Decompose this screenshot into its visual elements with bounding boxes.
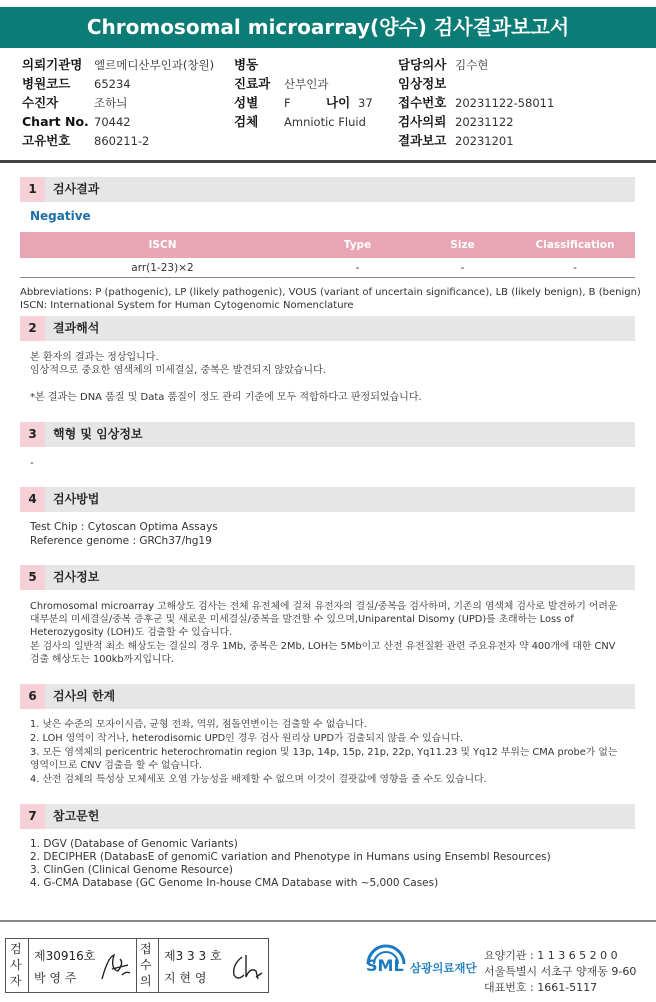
info-label: 병원코드 [22,76,71,91]
reference-line: 3. ClinGen (Clinical Genome Resource) [30,864,234,876]
column-header: Classification [535,239,615,251]
section-header-karyotype [20,422,635,447]
test-info-line: Chromosomal microarray 고해상도 검사는 전체 유전체에 걸쳐 유전자의 결실/중복을 검사하며, 기존의 염색체 검사로 발견하기 어려운 [30,601,618,612]
section-title: 결과해석 [53,321,100,335]
table-cell: - [573,262,577,274]
section-title: 검사의 한계 [53,689,116,703]
table-row [20,258,635,278]
section-number: 6 [20,684,45,709]
reviewer-number: 제3 3 3 호 [164,949,222,963]
column-header: Size [450,239,475,251]
info-value: 조하늬 [94,96,128,110]
section-number: 3 [20,422,45,447]
test-info-line: 대부분의 미세결실/중복 증후군 및 새로운 미세결실/중복을 발견할 수 있으며,Uniparental Disomy (UPD)를 초래하는 Loss of [30,614,574,625]
section-header-test-info [20,565,635,590]
reference-line: 2. DECIPHER (DatabasE of genomiC variation and Phenotype in Humans using Ensembl Resources) [30,851,551,863]
examiner-number: 제30916호 [34,949,96,963]
info-label: 결과보고 [398,133,447,148]
karyotype-text: - [30,457,34,469]
organization-info [484,948,636,996]
org-code: 요양기관 : 1 1 3 6 5 2 0 0 [484,949,618,962]
section-header-limitations [20,684,635,709]
reference-line: 1. DGV (Database of Genomic Variants) [30,838,238,850]
divider [136,939,137,992]
info-label: 검사의뢰 [398,114,447,129]
section-header-result [20,177,635,202]
limitation-line: 2. LOH 영역이 작거나, heterodisomic UPD인 경우 검사 원리상 UPD가 검출되지 않을 수 있습니다. [30,733,464,744]
info-label: 임상정보 [398,76,447,91]
organization-name: 삼광의료재단 [410,961,477,975]
info-row [398,55,488,74]
info-row [398,112,514,131]
info-label: 의뢰기관명 [22,57,83,72]
examiner-name: 박 영 주 [34,971,77,985]
interpretation-line: 본 환자의 결과는 정상입니다. [30,352,159,363]
info-label: 진료과 [234,76,271,91]
test-info-line: 본 검사의 일반적 최소 해상도는 결실의 경우 1Mb, 중복은 2Mb, LOH는 5Mb이고 산전 유전질환 관련 주요유전자 약 400개에 대한 CNV [30,641,616,652]
section-number: 4 [20,487,45,512]
info-row [22,131,149,150]
result-status: Negative [30,209,91,223]
limitation-line: 영역이므로 CNV 검출을 할 수 없습니다. [30,760,203,771]
section-header-method [20,487,635,512]
info-label: 고유번호 [22,133,71,148]
info-value: F [284,96,291,110]
info-label: 접수번호 [398,95,447,110]
section-title: 검사결과 [53,182,100,196]
reviewer-signature [228,951,264,985]
info-value: 20231122-58011 [455,96,555,110]
org-address: 서울특별시 서초구 양재동 9-60 [484,965,637,978]
table-cell: - [355,262,360,274]
signature-box [5,938,269,993]
divider [0,920,656,922]
limitation-line: 1. 낮은 수준의 모자이시즘, 균형 전좌, 역위, 점돌연변이는 검출할 수 없습니다. [30,719,367,730]
section-number: 5 [20,565,45,590]
examiner-signature [98,949,132,985]
info-row [234,55,284,74]
org-phone: 대표번호 : 1661-5117 [484,981,598,994]
info-value: 65234 [94,77,131,91]
section-title: 검사방법 [53,492,100,506]
info-label: 검체 [234,114,259,129]
section-title: 핵형 및 임상정보 [53,427,143,441]
info-row [234,112,366,131]
info-row [22,55,214,74]
info-label: 수진자 [22,95,59,110]
info-label: 성별 [234,95,259,110]
section-title: 참고문헌 [53,809,100,823]
limitation-line: 4. 산전 검체의 특성상 모체세포 오염 가능성을 배제할 수 없으며 이것이 결괏값에 영향을 줄 수도 있습니다. [30,774,487,785]
section-title: 검사정보 [53,570,100,584]
divider [158,939,159,992]
report-title: Chromosomal microarray(양수) 검사결과보고서 [0,7,656,48]
info-value: 70442 [94,115,131,129]
logo-text: SML [366,956,404,975]
reviewer-label: 접수의 [140,942,152,988]
iscn-note: ISCN: International System for Human Cytogenomic Nomenclature [20,300,354,311]
reviewer-name: 지 현 영 [164,971,207,985]
info-row [398,74,455,93]
info-label: Chart No. [22,114,89,129]
test-info-line: Heterozygosity (LOH)도 검출할 수 있습니다. [30,627,233,638]
divider [0,160,656,163]
info-row [22,93,127,112]
age-value: 37 [358,96,373,110]
info-value: 20231201 [455,134,514,148]
info-label: 담당의사 [398,57,447,72]
info-row [22,112,131,131]
test-info-line: 검출 해상도는 100kb까지입니다. [30,654,175,665]
section-number: 7 [20,804,45,829]
organization-logo [366,944,486,984]
info-row [234,74,328,93]
info-value: 860211-2 [94,134,150,148]
age-label: 나이 [326,95,351,110]
limitation-line: 3. 모든 염색체의 pericentric heterochromatin region 및 13p, 14p, 15p, 21p, 22p, Yq11.23 및 Yq12 부위는 CMA probe가 없는 [30,747,618,758]
method-line: Reference genome : GRCh37/hg19 [30,535,212,547]
section-number: 2 [20,316,45,341]
info-value: 산부인과 [284,77,329,91]
info-row [234,93,373,112]
abbreviations: Abbreviations: P (pathogenic), LP (likely pathogenic), VOUS (variant of uncertain significance), LB (likely benign), B (benign) [20,287,641,298]
interpretation-line: 임상적으로 중요한 염색체의 미세결실, 중복은 발견되지 않았습니다. [30,365,326,376]
divider [28,939,29,992]
info-value: 김수현 [455,58,489,72]
table-cell: arr(1-23)×2 [131,262,194,274]
info-row [22,74,131,93]
examiner-label: 검사자 [10,942,22,988]
section-header-references [20,804,635,829]
info-label: 병동 [234,57,259,72]
reference-line: 4. G-CMA Database (GC Genome In-house CMA Database with ~5,000 Cases) [30,877,439,889]
section-number: 1 [20,177,45,202]
info-value: 엘르메디산부인과(창원) [94,58,215,72]
column-header: Type [343,239,372,251]
info-row [398,131,514,150]
column-header: ISCN [148,239,177,251]
interpretation-note: *본 결과는 DNA 품질 및 Data 품질이 정도 관리 기준에 모두 적합하다고 판정되었습니다. [30,392,422,403]
result-table-header [20,232,635,258]
info-row [398,93,554,112]
section-header-interpretation [20,316,635,341]
table-cell: - [460,262,465,274]
info-value: Amniotic Fluid [284,115,366,129]
method-line: Test Chip : Cytoscan Optima Assays [30,521,218,533]
info-value: 20231122 [455,115,514,129]
